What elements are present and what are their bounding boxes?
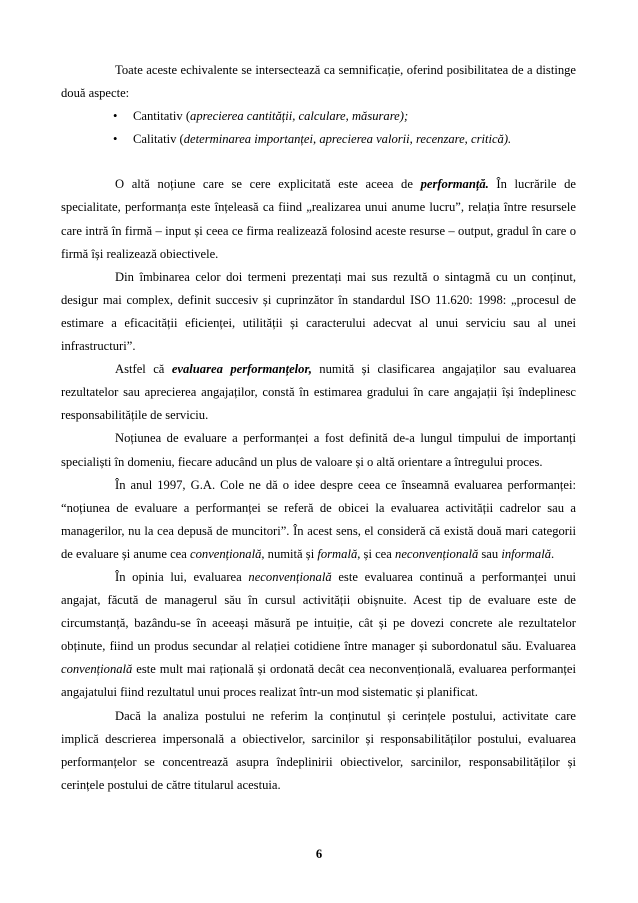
term-conventionala: convențională: [61, 662, 133, 677]
paragraph-analiza-postului: Dacă la analiza postului ne referim la conținutul și cerințele postului, activitate care implică descrierea impersonală a obiectivelor, sarcinilor și responsabilităților postului, evaluarea performanțelor se concentrează asupra îndeplinirii obiectivelor, sarcinilor, responsabilităților și cerințele postului de către titularul acestuia.: [61, 708, 576, 792]
list-item-cantitativ: [61, 105, 576, 128]
list-item-detail: aprecierea cantității, calculare, măsurare);: [190, 109, 409, 124]
term-neconventionala: neconvențională: [395, 546, 479, 561]
term-evaluarea-performantelor: evaluarea performanțelor,: [171, 362, 312, 377]
term-performanta: performanță.: [420, 177, 489, 192]
page-number: 6: [315, 847, 323, 861]
list-item-label: Calitativ (: [133, 132, 184, 147]
list-item-label: Cantitativ (: [133, 109, 191, 124]
term-conventionala: convențională: [190, 546, 262, 561]
paragraph-evaluarea-performantelor: Astfel că evaluarea performanțelor, numită și clasificarea angajaților sau evaluarea rezultatelor sau aprecierea angajaților, constă în estimarea gradului în care angajații își îndeplinesc responsabilitățile de serviciu.: [61, 362, 576, 423]
bullet-icon: •: [113, 109, 118, 124]
paragraph-performanta: O altă noțiune care se cere explicitată este aceea de performanță. În lucrările de specialitate, performanța este înțeleasă ca fiind „realizarea unui anume lucru”, relația între resursele care intră în firmă – input și ceea ce firma realizează folosind aceste resurse – output, gradul în care o firmă își realizează obiectivele.: [61, 177, 576, 261]
paragraph-iso-definition: Din îmbinarea celor doi termeni prezentați mai sus rezultă o sintagmă cu un conținut, desigur mai complex, definit succesiv și cuprinzător în standardul ISO 11.620: 1998: „procesul de estimare a eficacității eficienței, utilității și caracterului adecvat al unui serviciu sau al unei infrastructuri”.: [61, 269, 576, 354]
term-formala: formală: [317, 546, 358, 561]
paragraph-cole: În anul 1997, G.A. Cole ne dă o idee despre ceea ce înseamnă evaluarea performanței: “noțiunea de evaluare a performanței se referă de obicei la evaluarea activității cadrelor sau a managerilor, nu la cea depusă de muncitori”. În acest sens, el consideră că există două mari categorii de evaluare și anume cea convențională, numită și formală, și cea neconvențională sau informală.: [61, 477, 576, 561]
paragraph-intro: Toate aceste echivalente se intersectează ca semnificație, oferind posibilitatea de a distinge două aspecte:: [61, 63, 576, 101]
term-neconventionala: neconvențională: [248, 569, 332, 584]
aspects-list: [61, 105, 576, 151]
paragraph-notiunea: Noțiunea de evaluare a performanței a fost definită de-a lungul timpului de importanți specialiști în domeniu, fiecare aducând un plus de valoare și o altă orientare a întregului proces.: [61, 431, 576, 469]
paragraph-opinia: În opinia lui, evaluarea neconvențională este evaluarea continuă a performanței unui angajat, făcută de managerul său în cursul activității obișnuite. Acest tip de evaluare este de circumstanță, bazându-se în aceeași măsură pe intuiție, cât și pe dovezi concrete ale rezultatelor obținute, fiind un produs secundar al relației cotidiene între manager și subordonatul său. Evaluarea convențională este mult mai rațională și ordonată decât cea neconvențională, evaluarea performanței angajatului fiind rezultatul unui proces realizat într-un mod sistematic și planificat.: [61, 569, 576, 700]
list-item-calitativ: [61, 128, 576, 151]
term-informala: informală: [501, 546, 552, 561]
list-item-detail: determinarea importanței, aprecierea valorii, recenzare, critică).: [183, 132, 512, 147]
bullet-icon: •: [113, 132, 118, 147]
page-body: [61, 59, 576, 797]
